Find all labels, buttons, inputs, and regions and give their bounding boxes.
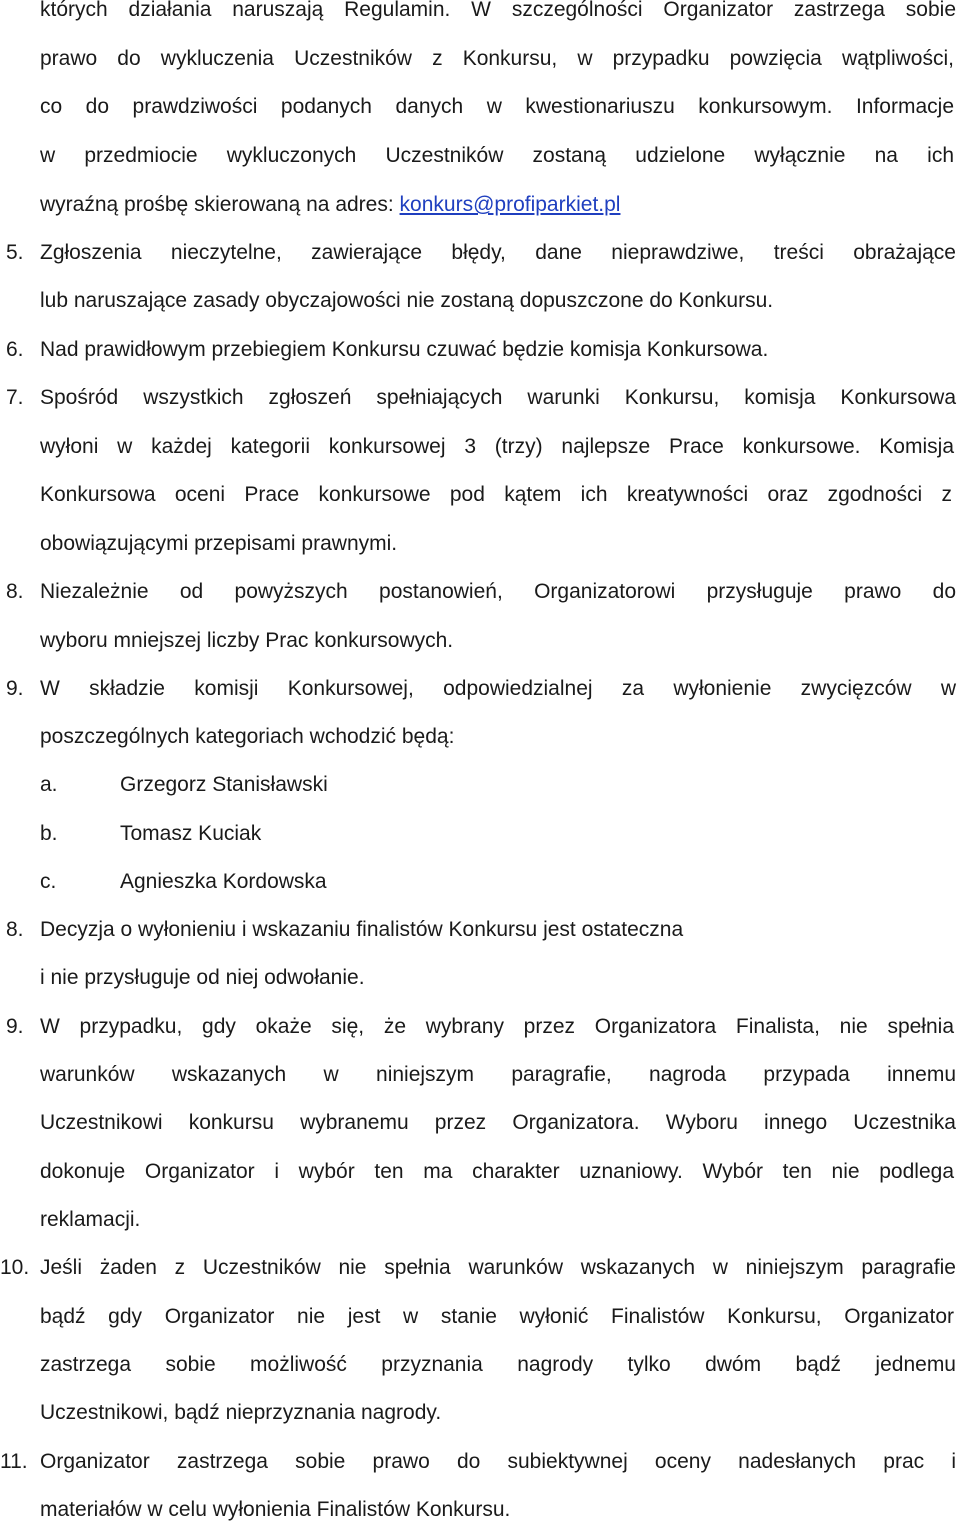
text-line: obowiązującymi przepisami prawnymi. [40, 532, 398, 555]
item-number: 6. [6, 338, 24, 361]
text-line: których działania naruszają Regulamin. W szczególności Organizator zastrzega sobie [40, 0, 956, 21]
text-fragment: wyraźną prośbę skierowaną na adres: [40, 193, 394, 216]
text-line: materiałów w celu wyłonienia Finalistów Konkursu. [40, 1498, 511, 1521]
committee-member: Grzegorz Stanisławski [120, 773, 328, 796]
text-line: Uczestnikowi konkursu wybranemu przez Organizatora. Wyboru innego Uczestnika [40, 1111, 956, 1134]
text-line: co do prawdziwości podanych danych w kwestionariuszu konkursowym. Informacje [40, 95, 954, 118]
item-number: 5. [6, 241, 24, 264]
text-line: prawo do wykluczenia Uczestników z Konkursu, w przypadku powzięcia wątpliwości, [40, 47, 954, 70]
text-line: poszczególnych kategoriach wchodzić będą: [40, 725, 455, 748]
text-line: Spośród wszystkich zgłoszeń spełniających warunki Konkursu, komisja Konkursowa [40, 386, 956, 409]
text-line: W składzie komisji Konkursowej, odpowiedzialnej za wyłonienie zwycięzców w [40, 677, 956, 700]
text-line: Niezależnie od powyższych postanowień, Organizatorowi przysługuje prawo do [40, 580, 956, 603]
list-letter: b. [40, 822, 58, 845]
text-line: Nad prawidłowym przebiegiem Konkursu czuwać będzie komisja Konkursowa. [40, 338, 769, 361]
text-line: lub naruszające zasady obyczajowości nie zostaną dopuszczone do Konkursu. [40, 289, 774, 312]
item-number: 9. [6, 1015, 24, 1038]
text-line: Decyzja o wyłonieniu i wskazaniu finalistów Konkursu jest ostateczna [40, 918, 684, 941]
text-line: Jeśli żaden z Uczestników nie spełnia warunków wskazanych w niniejszym paragrafie [40, 1256, 956, 1279]
item-number: 9. [6, 677, 24, 700]
text-line: wyłoni w każdej kategorii konkursowej 3 (trzy) najlepsze Prace konkursowe. Komisja [40, 435, 954, 458]
text-line: Uczestnikowi, bądź nieprzyznania nagrody. [40, 1401, 442, 1424]
text-line: i nie przysługuje od niej odwołanie. [40, 966, 365, 989]
item-number: 7. [6, 386, 24, 409]
text-line [40, 190, 620, 220]
item-number: 11. [0, 1450, 28, 1473]
item-number: 8. [6, 918, 24, 941]
text-line: Konkursowa oceni Prace konkursowe pod kątem ich kreatywności oraz zgodności z [40, 483, 952, 506]
text-line: wyboru mniejszej liczby Prac konkursowych. [40, 629, 454, 652]
text-line: reklamacji. [40, 1208, 141, 1231]
text-line: warunków wskazanych w niniejszym paragrafie, nagroda przypada innemu [40, 1063, 956, 1086]
text-line: W przypadku, gdy okaże się, że wybrany przez Organizatora Finalista, nie spełnia [40, 1015, 954, 1038]
committee-member: Tomasz Kuciak [120, 822, 262, 845]
item-number: 10. [0, 1256, 30, 1279]
text-line: zastrzega sobie możliwość przyznania nagrody tylko dwóm bądź jednemu [40, 1353, 956, 1376]
email-link[interactable]: konkurs@profiparkiet.pl [399, 193, 621, 216]
committee-member: Agnieszka Kordowska [120, 870, 327, 893]
list-letter: c. [40, 870, 57, 893]
item-number: 8. [6, 580, 24, 603]
text-line: Zgłoszenia nieczytelne, zawierające błędy, dane nieprawdziwe, treści obrażające [40, 241, 956, 264]
list-letter: a. [40, 773, 58, 796]
text-line: dokonuje Organizator i wybór ten ma charakter uznaniowy. Wybór ten nie podlega [40, 1160, 954, 1183]
text-line: w przedmiocie wykluczonych Uczestników zostaną udzielone wyłącznie na ich [40, 144, 954, 167]
text-line: bądź gdy Organizator nie jest w stanie wyłonić Finalistów Konkursu, Organizator [40, 1305, 954, 1328]
text-line: Organizator zastrzega sobie prawo do subiektywnej oceny nadesłanych prac i [40, 1450, 956, 1473]
